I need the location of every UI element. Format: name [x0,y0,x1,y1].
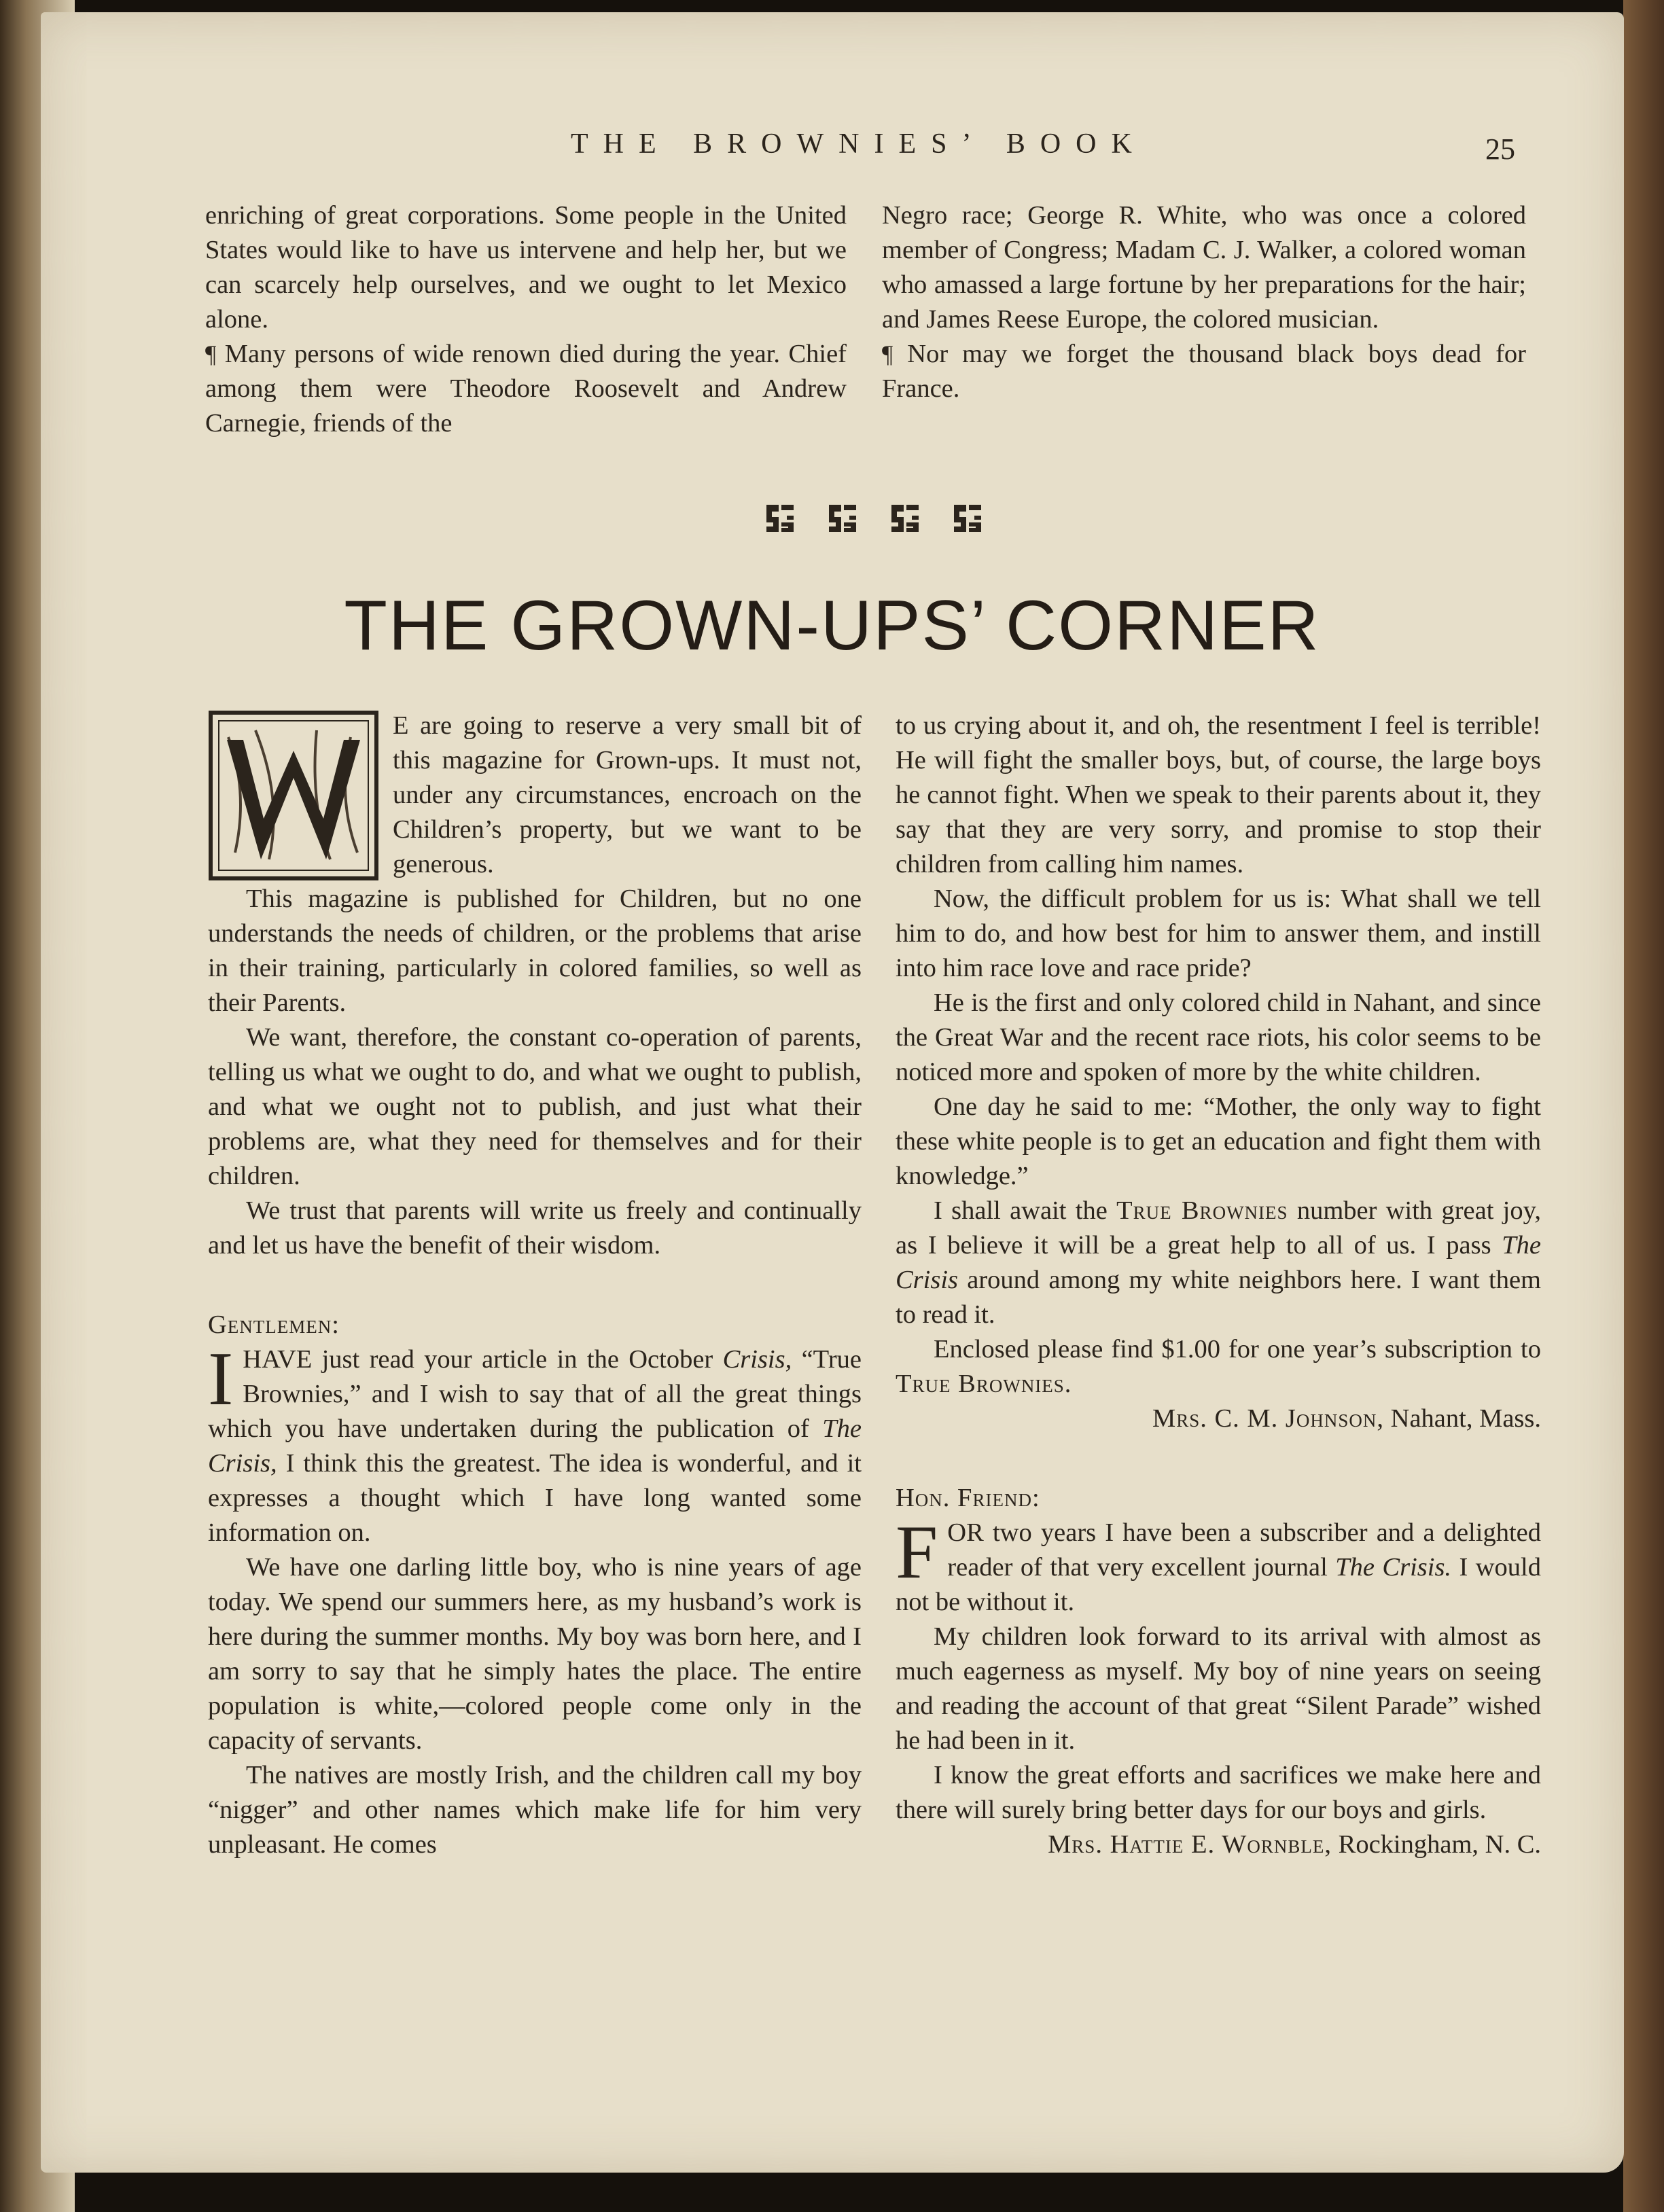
top-right-column [882,198,1526,406]
fret-ornament-icon [889,503,921,534]
paragraph: I shall await the True Brownies number with great joy, as I believe it will be a great help to all of us. I pass The Crisis around among my white neighbors here. I want them to read it. [896,1196,1541,1329]
paragraph: I know the great efforts and sacrifices we make here and there will surely bring better days for our boys and girls. [896,1761,1541,1824]
paragraph: ¶ Nor may we forget the thousand black boys dead for France. [882,340,1526,403]
main-left-column [208,709,862,1862]
paragraph: He is the first and only colored child in Nahant, and since the Great War and the recent race riots, his color seems to be noticed more and spoken of more by the white children. [896,988,1541,1086]
signature: Mrs. Hattie E. Wornble, Rockingham, N. C. [1048,1830,1541,1859]
salutation: Gentlemen: [208,1310,340,1339]
paragraph: My children look forward to its arrival with almost as much eagerness as myself. My boy of nine years on seeing and reading the account of that great “Silent Parade” wished he had been in it. [896,1622,1541,1755]
decorative-initial-w-icon [208,710,379,881]
fret-ornament-icon [952,503,983,534]
book-edge [1623,0,1664,2212]
paragraph: Now, the difficult problem for us is: What shall we tell him to do, and how best for him to answer them, and instill into him race love and race pride? [896,885,1541,982]
paragraph: Negro race; George R. White, who was once a colored member of Congress; Madam C. J. Walker, a colored woman who amassed a large fortune by her preparations for the hair; and James Reese Europe, the colored musician. [882,201,1526,334]
paragraph: Enclosed please find $1.00 for one year’s subscription to True Brownies. [896,1335,1541,1398]
paragraph: to us crying about it, and oh, the resentment I feel is terrible! He will fight the smaller boys, but, of course, the large boys he cannot fight. When we speak to their parents about it, they say that they are very sorry, and promise to stop their children from calling him names. [896,711,1541,878]
paragraph: We want, therefore, the constant co-operation of parents, telling us what we ought to do, and what we ought to publish, and what we ought not to publish, and just what their problems are, what they need for themselves and for their children. [208,1023,862,1190]
section-title: THE GROWN-UPS’ CORNER [344,586,1320,665]
paragraph: enriching of great corporations. Some people in the United States would like to have us intervene and help her, but we can scarcely help ourselves, and we ought to let Mexico alone. [205,201,847,334]
top-left-column [205,198,847,441]
pilcrow-icon: ¶ [882,340,893,368]
page-number: 25 [1485,132,1515,166]
paragraph: The natives are mostly Irish, and the children call my boy “nigger” and other names which make life for him very unpleasant. He comes [208,1761,862,1859]
paragraph: E are going to reserve a very small bit of this magazine for Grown-ups. It must not, under any circumstances, encroach on the Children’s property, but we want to be generous. [393,711,862,878]
fret-ornament-icon [827,503,858,534]
running-header: THE BROWNIES’ BOOK [571,128,1147,160]
pilcrow-icon: ¶ [205,340,217,368]
paragraph: IHAVE just read your article in the October Crisis, “True Brownies,” and I wish to say that of all the great things which you have undertaken during the publication of The Crisis, I think this the greatest. The idea is wonderful, and it expresses a thought which I have long wanted some information on. [208,1337,862,1547]
salutation: Hon. Friend: [896,1484,1040,1512]
fret-ornament-icon [764,503,796,534]
initial-capital: I [208,1337,234,1421]
initial-capital: F [896,1510,938,1594]
paragraph: This magazine is published for Children, but no one understands the needs of children, or the problems that arise in their training, particularly in colored families, so well as their Parents. [208,885,862,1017]
paragraph: FOR two years I have been a subscriber and a delighted reader of that very excellent journal The Crisis. I would not be without it. [896,1510,1541,1616]
paragraph: We have one darling little boy, who is nine years of age today. We spend our summers here, as my husband’s work is here during the summer months. My boy was born here, and I am sorry to say that he simply hates the place. The entire population is white,—colored people come only in the capacity of servants. [208,1553,862,1755]
paragraph: One day he said to me: “Mother, the only way to fight these white people is to get an education and fight them with knowledge.” [896,1092,1541,1190]
paragraph: We trust that parents will write us freely and continually and let us have the benefit of their wisdom. [208,1196,862,1260]
signature: Mrs. C. M. Johnson, Nahant, Mass. [1152,1404,1541,1433]
section-ornaments [764,503,983,534]
paragraph: ¶ Many persons of wide renown died during the year. Chief among them were Theodore Roosevelt and Andrew Carnegie, friends of the [205,340,847,438]
main-right-column [896,709,1541,1862]
